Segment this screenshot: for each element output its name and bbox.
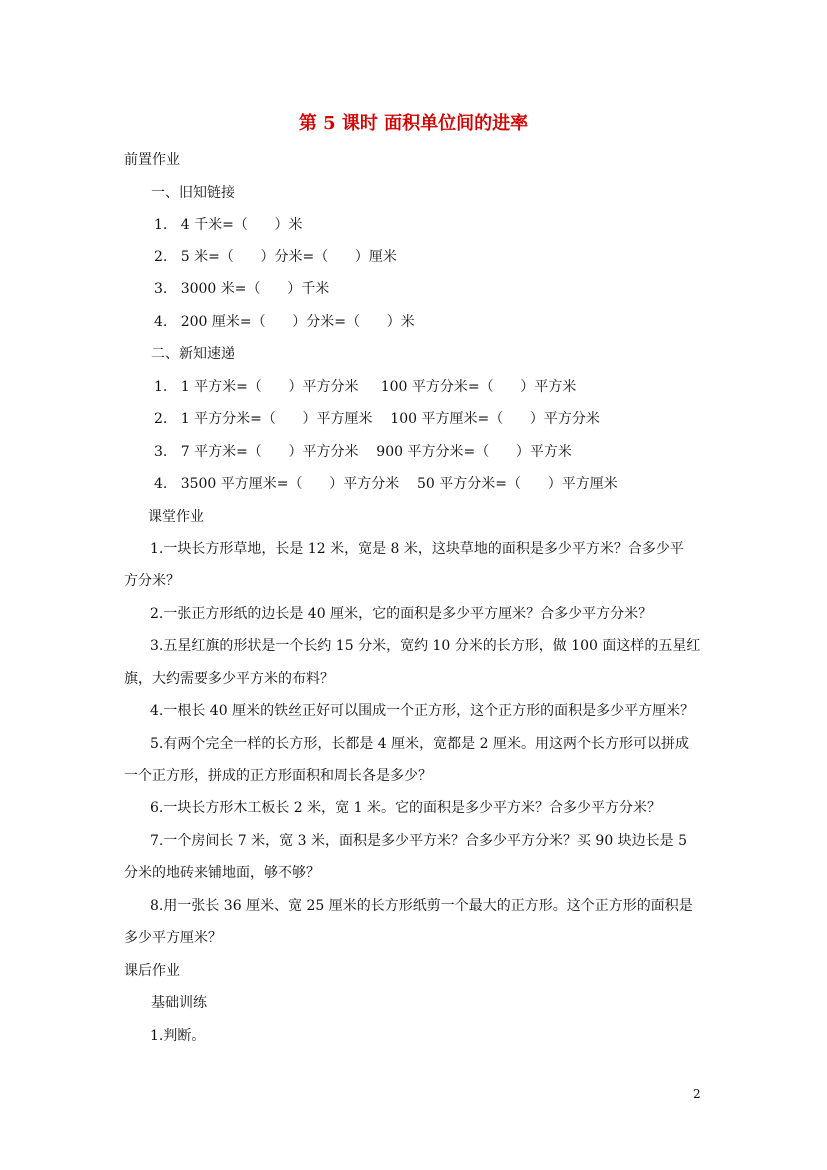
class-line-13: 多少平方厘米？	[124, 930, 222, 946]
class-line-9: 6.一块长方形木工板长 2 米，宽 1 米。它的面积是多少平方米？合多少平方分米？	[150, 800, 661, 816]
class-line-1: 1.一块长方形草地，长是 12 米，宽是 8 米，这块草地的面积是多少平方米？合多少平	[150, 541, 684, 557]
section-class: 课堂作业	[148, 509, 204, 525]
class-line-5: 旗，大约需要多少平方米的布料？	[124, 671, 334, 687]
section-pre: 前置作业	[124, 152, 180, 168]
new-item-3: 3. 7 平方米=（ ）平方分米 900 平方分米=（ ）平方米	[154, 444, 572, 460]
new-item-1: 1. 1 平方米=（ ）平方分米 100 平方分米=（ ）平方米	[154, 379, 577, 395]
old-item-3: 3. 3000 米=（ ）千米	[154, 281, 330, 297]
new-item-2: 2. 1 平方分米=（ ）平方厘米 100 平方厘米=（ ）平方分米	[154, 411, 600, 427]
class-line-8: 一个正方形，拼成的正方形面积和周长各是多少？	[124, 768, 432, 784]
old-item-2: 2. 5 米=（ ）分米=（ ）厘米	[154, 249, 397, 265]
old-item-4: 4. 200 厘米=（ ）分米=（ ）米	[154, 314, 415, 330]
class-line-7: 5.有两个完全一样的长方形，长都是 4 厘米，宽都是 2 厘米。用这两个长方形可以拼成	[150, 736, 689, 752]
new-item-4: 4. 3500 平方厘米=（ ）平方分米 50 平方分米=（ ）平方厘米	[154, 476, 618, 492]
section-old: 一、旧知链接	[151, 185, 235, 201]
class-line-11: 分米的地砖来铺地面，够不够？	[124, 865, 320, 881]
class-line-2: 方分米？	[124, 573, 180, 589]
page-number: 2	[693, 1087, 701, 1101]
class-line-12: 8.用一张长 36 厘米、宽 25 厘米的长方形纸剪一个最大的正方形。这个正方形的面积是	[150, 898, 693, 914]
judge-item: 1.判断。	[150, 1028, 206, 1044]
class-line-4: 3.五星红旗的形状是一个长约 15 分米，宽约 10 分米的长方形，做 100 面这样的五星红	[150, 638, 701, 654]
section-after: 课后作业	[124, 963, 180, 979]
class-line-3: 2.一张正方形纸的边长是 40 厘米，它的面积是多少平方厘米？合多少平方分米？	[150, 606, 653, 622]
page-title: 第 5 课时 面积单位间的进率	[298, 113, 529, 134]
class-line-10: 7.一个房间长 7 米，宽 3 米，面积是多少平方米？合多少平方分米？买 90 块边长是 5	[150, 833, 688, 849]
old-item-1: 1. 4 千米=（ ）米	[154, 217, 303, 233]
section-basic: 基础训练	[151, 995, 207, 1011]
class-line-6: 4.一根长 40 厘米的铁丝正好可以围成一个正方形，这个正方形的面积是多少平方厘米？	[150, 703, 695, 719]
section-new: 二、新知速递	[151, 346, 235, 362]
